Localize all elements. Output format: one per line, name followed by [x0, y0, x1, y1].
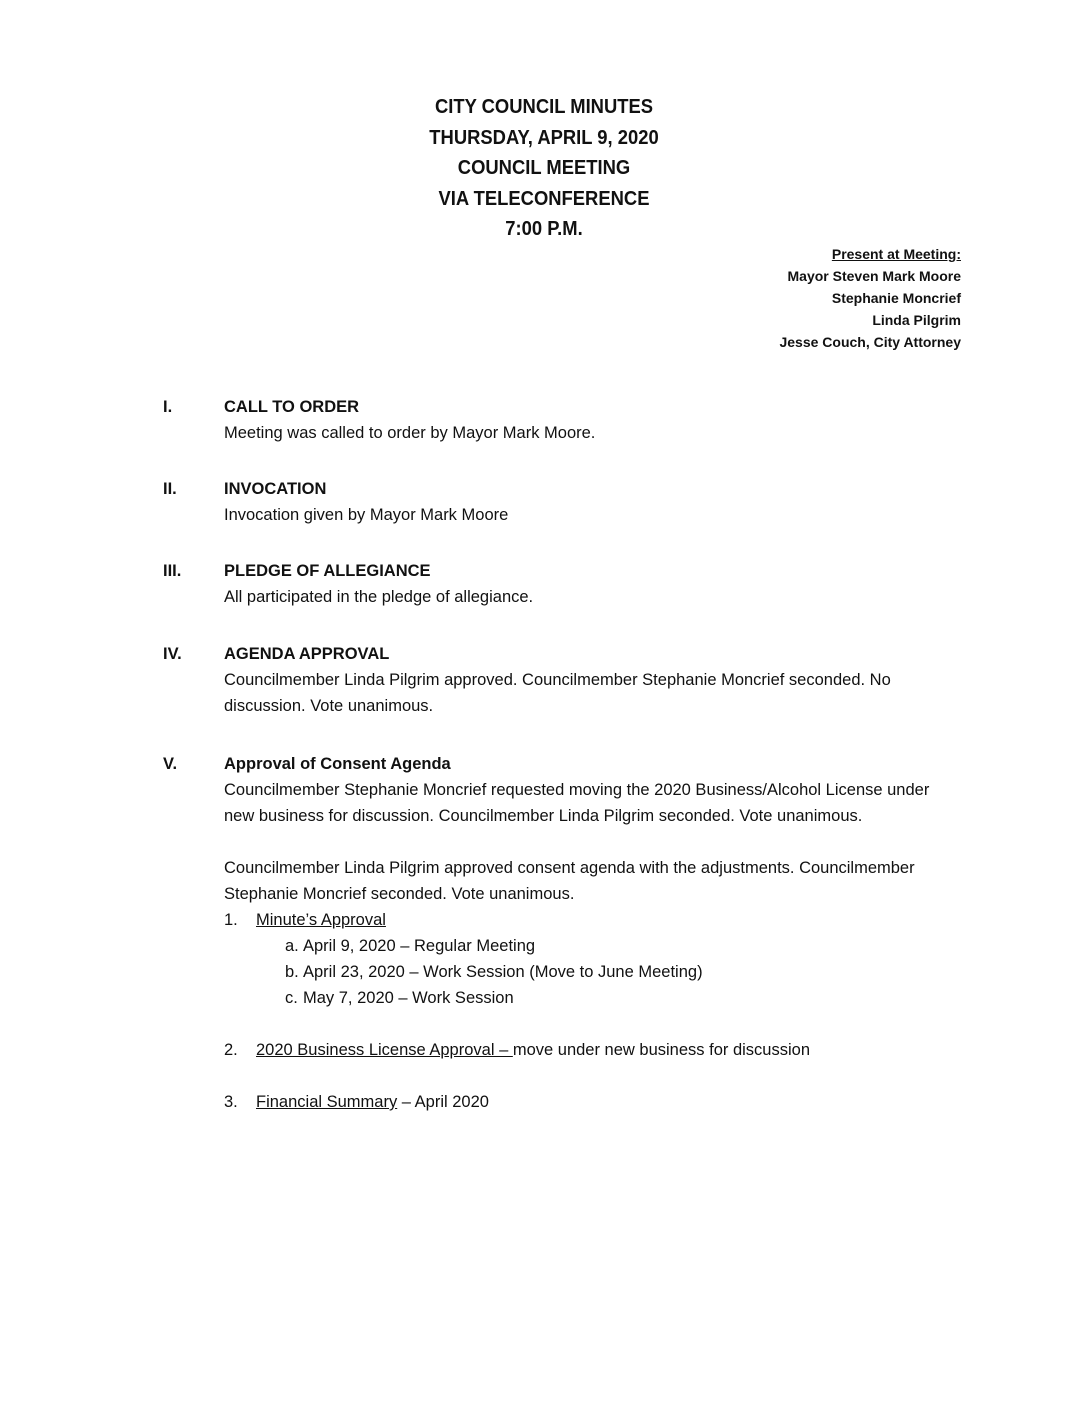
agenda-item-business-license [224, 1037, 964, 1063]
section-text-2: Councilmember Linda Pilgrim approved consent agenda with the adjustments. Councilmember Stephanie Moncrief seconded. Vote unanimous. [224, 859, 915, 903]
item-number: 3. [224, 1093, 238, 1111]
agenda-item-financial-summary [224, 1089, 964, 1115]
minutes-subitem: a. April 9, 2020 – Regular Meeting [285, 937, 536, 955]
item-label: Minute’s Approval [256, 911, 386, 929]
title-line-4: VIA TELECONFERENCE [438, 187, 650, 210]
section-number: II. [163, 480, 177, 498]
title-line-5: 7:00 P.M. [505, 218, 583, 240]
section-number: I. [163, 398, 173, 416]
item-label: Financial Summary [256, 1093, 398, 1111]
item-number: 2. [224, 1041, 238, 1059]
item-number: 1. [224, 911, 238, 929]
section-number: IV. [163, 645, 182, 663]
section-text: Meeting was called to order by Mayor Mark Moore. [224, 424, 596, 442]
title-line-1: CITY COUNCIL MINUTES [434, 96, 654, 118]
item-rest: move under new business for discussion [512, 1041, 810, 1059]
section-heading: Approval of Consent Agenda [224, 755, 451, 773]
section-text: All participated in the pledge of allegiance. [224, 588, 534, 606]
attendee: Stephanie Moncrief [831, 290, 961, 306]
item-rest: – April 2020 [397, 1093, 489, 1111]
section-number: III. [163, 562, 182, 580]
section-heading: AGENDA APPROVAL [224, 645, 390, 663]
document-title [44, 92, 1045, 245]
item-label: 2020 Business License Approval – [256, 1041, 513, 1059]
attendance-heading: Present at Meeting: [831, 246, 961, 262]
section-heading: CALL TO ORDER [224, 398, 360, 416]
agenda-item-minutes [224, 907, 964, 933]
section-heading: PLEDGE OF ALLEGIANCE [224, 562, 431, 580]
minutes-subitem: b. April 23, 2020 – Work Session (Move to June Meeting) [285, 963, 703, 981]
attendee: Linda Pilgrim [872, 312, 961, 328]
attendee: Mayor Steven Mark Moore [787, 268, 961, 284]
section-number: V. [163, 755, 178, 773]
minutes-subitem: c. May 7, 2020 – Work Session [285, 989, 514, 1007]
title-line-3: COUNCIL MEETING [457, 157, 631, 179]
attendance-list [779, 243, 961, 353]
section-text: Councilmember Linda Pilgrim approved. Councilmember Stephanie Moncrief seconded. No discussion. Vote unanimous. [224, 671, 891, 715]
section-heading: INVOCATION [224, 480, 327, 498]
section-text: Invocation given by Mayor Mark Moore [224, 506, 509, 524]
section-text: Councilmember Stephanie Moncrief requested moving the 2020 Business/Alcohol License under new business for discussion. Councilmember Linda Pilgrim seconded. Vote unanimous. [224, 781, 930, 825]
title-line-2: THURSDAY, APRIL 9, 2020 [429, 126, 659, 149]
attendee: Jesse Couch, City Attorney [779, 334, 961, 350]
